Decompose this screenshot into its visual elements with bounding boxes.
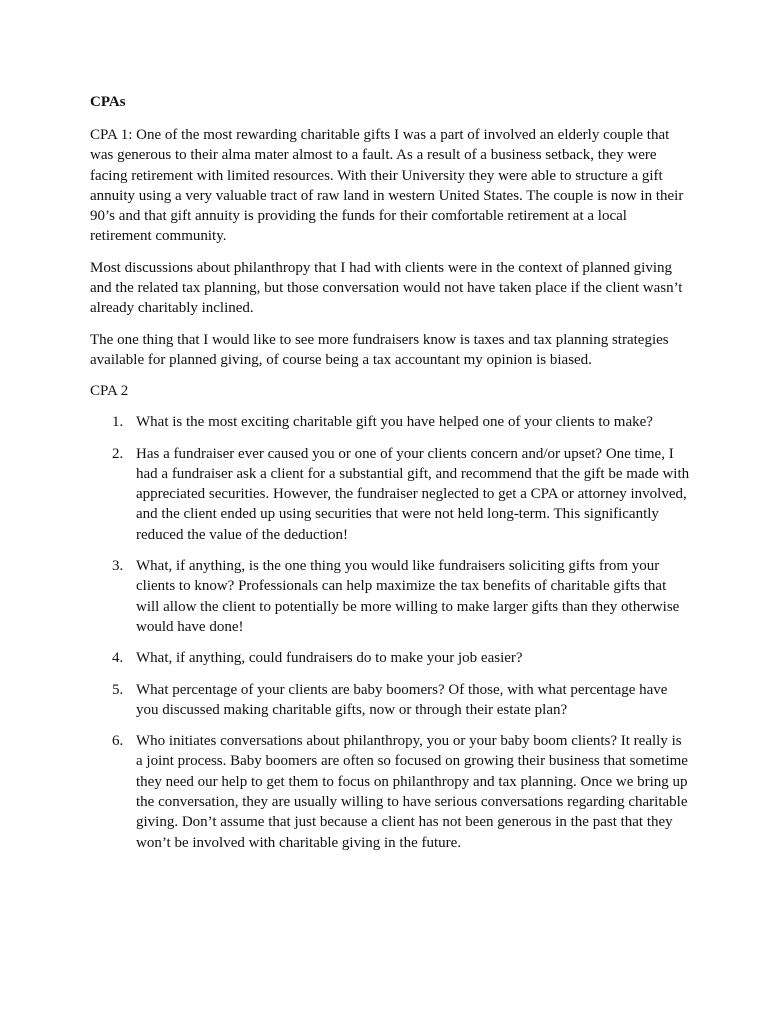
question-text: Who initiates conversations about philanthropy, you or your baby boom clients? It really is a joint process. Baby boomers are often so focused on growing their business that sometime they need our help to get them to focus on philanthropy and tax planning. Once we bring up the conversation, they are usually willing to have serious conversations regarding charitable giving. Don’t assume that just because a client has not been generous in the past that they won’t be involved with charitable giving in the future. <box>136 733 688 851</box>
question-list <box>90 412 690 853</box>
section-heading-cpa2: CPA 2 <box>90 383 129 400</box>
question-number: 6. <box>112 733 124 750</box>
question-text: What, if anything, is the one thing you would like fundraisers soliciting gifts from your clients to know? Professionals can help maximize the tax benefits of charitable gifts that will allow the client to potentially be more willing to make larger gifts than they otherwise would have done! <box>136 558 680 635</box>
question-item <box>90 648 690 668</box>
question-item <box>90 444 690 545</box>
paragraph-discussions: Most discussions about philanthropy that I had with clients were in the context of planned giving and the related tax planning, but those conversation would not have taken place if the client wasn’t already charitably inclined. <box>90 259 683 317</box>
question-text: What is the most exciting charitable gift you have helped one of your clients to make? <box>136 414 653 431</box>
question-number: 3. <box>112 558 124 575</box>
question-text: What percentage of your clients are baby boomers? Of those, with what percentage have you discussed making charitable gifts, now or through their estate plan? <box>136 681 668 718</box>
question-text: Has a fundraiser ever caused you or one of your clients concern and/or upset? One time, I had a fundraiser ask a client for a substantial gift, and recommend that the gift be made with appreciated securities. However, the fundraiser neglected to get a CPA or attorney involved, and the client ended up using securities that were not held long-term. This significantly reduced the value of the deduction! <box>136 445 690 543</box>
question-text: What, if anything, could fundraisers do to make your job easier? <box>136 650 523 667</box>
question-number: 2. <box>112 445 124 462</box>
question-item <box>90 731 690 853</box>
document-title: CPAs <box>90 94 126 110</box>
question-number: 5. <box>112 681 124 698</box>
paragraph-one-thing: The one thing that I would like to see more fundraisers know is taxes and tax planning strategies available for planned giving, of course being a tax accountant my opinion is biased. <box>90 331 669 368</box>
question-number: 4. <box>112 650 124 667</box>
question-item <box>90 412 690 432</box>
question-item <box>90 556 690 637</box>
paragraph-cpa1-story: CPA 1: One of the most rewarding charitable gifts I was a part of involved an elderly couple that was generous to their alma mater almost to a fault. As a result of a business setback, they were facing retirement with limited resources. With their University they were able to structure a gift annuity using a very valuable tract of raw land in western United States. The couple is now in their 90’s and that gift annuity is providing the funds for their comfortable retirement at a local retirement community. <box>90 127 684 245</box>
question-number: 1. <box>112 414 124 431</box>
question-item <box>90 680 690 721</box>
